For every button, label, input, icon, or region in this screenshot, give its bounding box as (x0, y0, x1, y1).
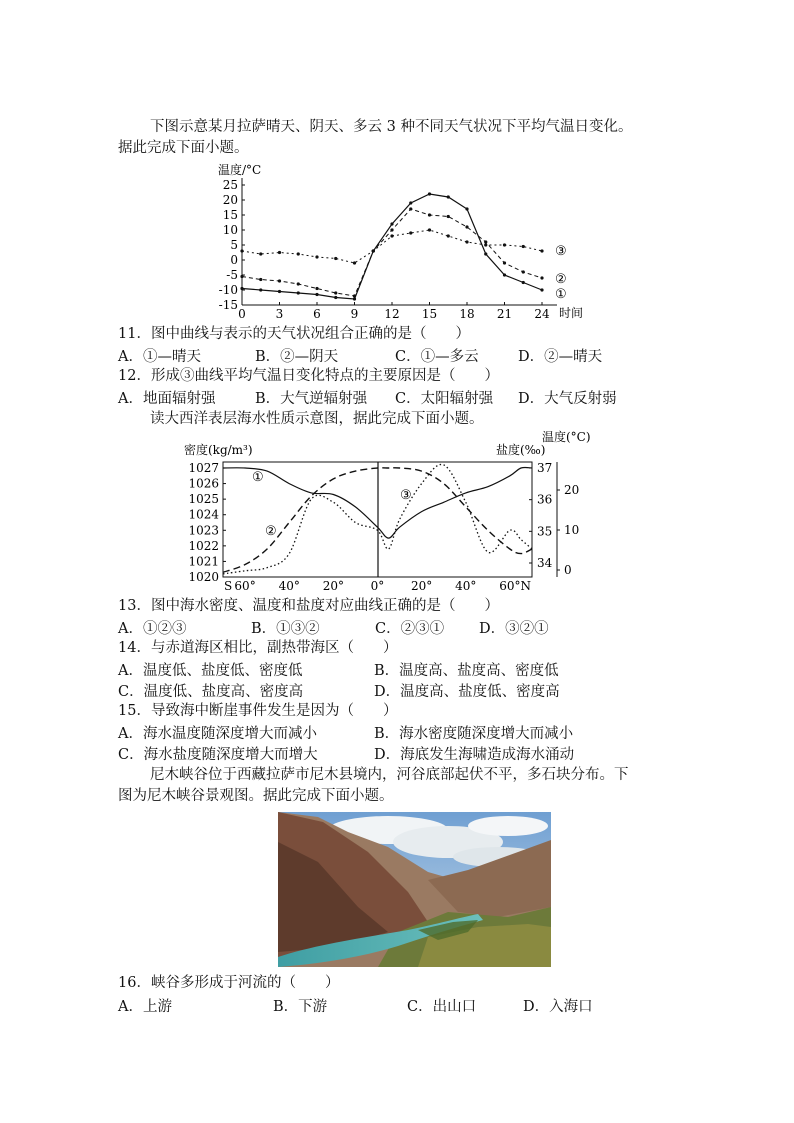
x-tick-label: 24 (534, 307, 550, 321)
data-point-3 (353, 261, 356, 264)
data-point-1 (447, 195, 450, 198)
q12-options (118, 387, 678, 407)
temperature-axis-label: 温度(°C) (542, 430, 591, 444)
q15-options-row1 (118, 722, 678, 742)
intro-text-3: 尼木峡谷位于西藏拉萨市尼木县境内，河谷底部起伏不平，多石块分布。下 (150, 767, 629, 783)
q15-option-c[interactable]: C．海水盐度随深度增大而增大 (118, 747, 318, 763)
data-point-2 (297, 282, 300, 285)
data-point-2 (522, 270, 525, 273)
temperature-tick-label: 10 (564, 523, 580, 537)
data-point-3 (297, 252, 300, 255)
q16-option-d[interactable]: D．入海口 (523, 999, 593, 1015)
density-tick-label: 1025 (188, 492, 219, 507)
data-point-3 (409, 231, 412, 234)
x-tick-label: 0° (370, 579, 385, 593)
data-point-3 (390, 234, 393, 237)
x-tick-label: 9 (350, 307, 359, 321)
data-point-2 (315, 287, 318, 290)
data-point-2 (540, 276, 543, 279)
q11-option-b[interactable]: B．②—阴天 (255, 349, 339, 365)
density-tick-label: 1022 (188, 538, 219, 553)
q15-option-b[interactable]: B．海水密度随深度增大而减小 (374, 726, 574, 742)
data-point-3 (259, 252, 262, 255)
q15-options-row2 (118, 743, 678, 763)
y-tick-label: -15 (218, 298, 238, 312)
x-tick-label: 60° (499, 579, 521, 593)
data-point-3 (372, 249, 375, 252)
intro-text-2: 读大西洋表层海水性质示意图，据此完成下面小题。 (150, 411, 484, 427)
q14-stem: 14．与赤道海区相比，副热带海区（ ） (118, 640, 398, 656)
data-point-2 (278, 279, 281, 282)
q12-option-d[interactable]: D．大气反射弱 (518, 391, 617, 407)
data-point-2 (447, 215, 450, 218)
q13-option-c[interactable]: C．②③① (375, 621, 445, 637)
series-line-2 (242, 209, 542, 296)
curve-label-3: ③ (555, 244, 567, 259)
data-point-2 (465, 225, 468, 228)
data-point-1 (297, 291, 300, 294)
q12-option-c[interactable]: C．太阳辐射强 (395, 391, 494, 407)
data-point-1 (334, 296, 337, 299)
salinity-tick-label: 37 (537, 461, 553, 475)
q11-option-d[interactable]: D．②—晴天 (518, 349, 603, 365)
data-point-3 (278, 251, 281, 254)
q11-stem: 11．图中曲线与表示的天气状况组合正确的是（ ） (118, 326, 470, 342)
q12-option-a[interactable]: A．地面辐射强 (118, 391, 216, 407)
data-point-2 (390, 228, 393, 231)
q16-option-a[interactable]: A．上游 (118, 999, 172, 1015)
data-point-3 (240, 249, 243, 252)
data-point-1 (465, 207, 468, 210)
density-axis-label: 密度(kg/m³) (184, 443, 253, 457)
q16-option-b[interactable]: B．下游 (273, 999, 328, 1015)
data-point-3 (522, 245, 525, 248)
q14-option-c[interactable]: C．温度低、盐度高、密度高 (118, 684, 304, 700)
q13-options (118, 617, 678, 637)
density-tick-label: 1020 (188, 570, 219, 584)
data-point-1 (390, 222, 393, 225)
data-point-2 (334, 291, 337, 294)
data-point-3 (334, 257, 337, 260)
curve-label-3: ③ (400, 488, 412, 503)
y-tick-label: 0 (230, 253, 238, 267)
curve-label-2: ② (265, 524, 277, 539)
data-point-1 (503, 273, 506, 276)
data-point-3 (465, 240, 468, 243)
salinity-tick-label: 34 (537, 556, 553, 570)
x-tick-label: N (520, 579, 531, 593)
data-point-3 (315, 255, 318, 258)
q11-option-c[interactable]: C．①—多云 (395, 349, 479, 365)
x-tick-label: 40° (455, 579, 477, 593)
ocean-properties-chart (180, 428, 620, 596)
q14-option-a[interactable]: A．温度低、盐度低、密度低 (118, 663, 303, 679)
y-tick-label: 15 (222, 208, 238, 222)
x-tick-label: 15 (421, 307, 438, 321)
data-point-3 (503, 243, 506, 246)
q14-options-row2 (118, 680, 678, 700)
q13-option-d[interactable]: D．③②① (479, 621, 549, 637)
q15-option-a[interactable]: A．海水温度随深度增大而减小 (118, 726, 317, 742)
x-tick-label: 0 (238, 307, 246, 321)
x-tick-label: 21 (496, 307, 513, 321)
x-tick-label: 40° (278, 579, 300, 593)
x-tick-label: 60° (234, 579, 256, 593)
data-point-1 (484, 252, 487, 255)
y-tick-label: 5 (230, 238, 238, 252)
salinity-axis-label: 盐度(‰) (496, 443, 546, 457)
data-point-1 (540, 288, 543, 291)
data-point-2 (503, 261, 506, 264)
intro-text-1: 下图示意某月拉萨晴天、阴天、多云 3 种不同天气状况下平均气温日变化。 (150, 119, 633, 135)
data-point-3 (484, 243, 487, 246)
y-tick-label: 20 (222, 193, 238, 207)
x-tick-label: 3 (275, 307, 284, 321)
x-tick-label: 20° (411, 579, 433, 593)
x-tick-label: 20° (322, 579, 344, 593)
data-point-1 (240, 287, 243, 290)
data-point-2 (428, 213, 431, 216)
curve-label-1: ① (555, 287, 567, 302)
series-line-1 (242, 194, 542, 299)
density-tick-label: 1021 (188, 554, 219, 569)
q16-options (118, 995, 678, 1015)
y-tick-label: -5 (226, 268, 238, 282)
intro-text-3b: 图为尼木峡谷景观图。据此完成下面小题。 (118, 788, 394, 804)
data-point-1 (409, 201, 412, 204)
x-tick-label: S (224, 579, 233, 593)
q13-option-b[interactable]: B．①③② (251, 621, 320, 637)
density-tick-label: 1023 (188, 523, 219, 538)
salinity-tick-label: 35 (537, 524, 553, 539)
y-axis-label: 温度/°C (218, 163, 262, 177)
data-point-1 (522, 281, 525, 284)
data-point-1 (428, 192, 431, 195)
y-tick-label: -10 (218, 283, 238, 297)
curve-label-2: ② (555, 272, 567, 287)
intro-text-1b: 据此完成下面小题。 (118, 140, 249, 156)
y-tick-label: 10 (222, 223, 238, 237)
q15-option-d[interactable]: D．海底发生海啸造成海水涌动 (374, 747, 575, 763)
data-point-1 (278, 290, 281, 293)
data-point-3 (428, 228, 431, 231)
q14-options-row1 (118, 659, 678, 679)
x-tick-label: 12 (384, 307, 400, 321)
temperature-tick-label: 0 (564, 563, 572, 577)
y-tick-label: 25 (222, 178, 238, 192)
x-tick-label: 18 (459, 307, 475, 321)
q12-stem: 12．形成③曲线平均气温日变化特点的主要原因是（ ） (118, 368, 499, 384)
data-point-1 (315, 293, 318, 296)
q13-stem: 13．图中海水密度、温度和盐度对应曲线正确的是（ ） (118, 598, 499, 614)
data-point-1 (353, 297, 356, 300)
x-tick-label: 6 (313, 307, 321, 321)
data-point-3 (540, 249, 543, 252)
density-tick-label: 1026 (188, 476, 219, 491)
data-point-2 (353, 294, 356, 297)
q14-option-d[interactable]: D．温度高、盐度低、密度高 (374, 684, 560, 700)
data-point-2 (240, 275, 243, 278)
canyon-photo (278, 812, 551, 967)
q11-options (118, 345, 678, 365)
q14-option-b[interactable]: B．温度高、盐度高、密度低 (374, 663, 559, 679)
q11-option-a[interactable]: A．①—晴天 (118, 349, 201, 365)
q16-option-c[interactable]: C．出山口 (407, 999, 477, 1015)
salinity-tick-label: 36 (537, 492, 553, 507)
data-point-2 (409, 207, 412, 210)
q13-option-a[interactable]: A．①②③ (118, 621, 187, 637)
data-point-2 (484, 240, 487, 243)
q16-stem: 16．峡谷多形成于河流的（ ） (118, 975, 340, 991)
data-point-3 (447, 234, 450, 237)
q15-stem: 15．导致海中断崖事件发生是因为（ ） (118, 703, 398, 719)
q12-option-b[interactable]: B．大气逆辐射强 (255, 391, 368, 407)
data-point-1 (259, 288, 262, 291)
temperature-tick-label: 20 (564, 483, 580, 497)
density-tick-label: 1024 (188, 507, 219, 522)
density-tick-label: 1027 (188, 461, 219, 475)
temperature-chart (212, 160, 592, 325)
data-point-2 (259, 278, 262, 281)
curve-label-1: ① (252, 470, 264, 485)
x-axis-label: 时间 (559, 306, 584, 320)
